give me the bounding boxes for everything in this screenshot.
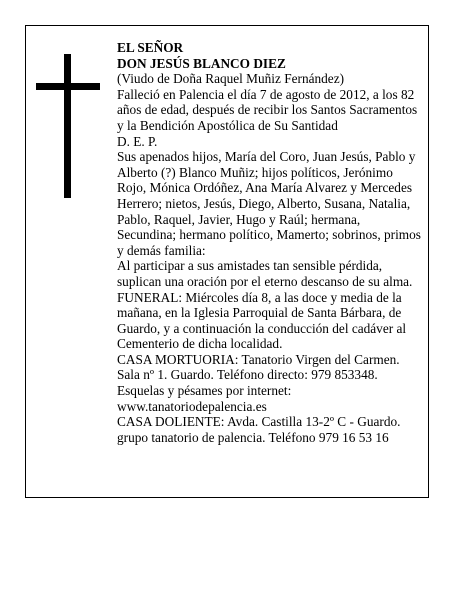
- rip: D. E. P.: [117, 133, 158, 149]
- deceased-name: DON JESÚS BLANCO DIEZ: [117, 55, 286, 71]
- prayer-request: Al participar a sus amistades tan sensible pérdida, suplican una oración por el eterno descanso de su alma.: [117, 258, 413, 289]
- obituary-text: [117, 40, 422, 445]
- casa-mortuoria: CASA MORTUORIA: Tanatorio Virgen del Carmen. Sala nº 1. Guardo. Teléfono directo: 979 853348.: [117, 351, 400, 383]
- death-notice: Falleció en Palencia el día 7 de agosto de 2012, a los 82 años de edad, después de recibir los Santos Sacramentos y la Bendición Apostólica de Su Santidad: [117, 86, 418, 133]
- family-list: Sus apenados hijos, María del Coro, Juan Jesús, Pablo y Alberto (?) Blanco Muñiz; hijos políticos, Jerónimo Rojo, Mónica Ordóñez, Ana María Alvarez y Mercedes Herrero; nietos, Jesús, Diego, Alberto, Susana, Natalia, Pablo, Raquel, Javier, Hugo y Raúl; hermana, Secundina; hermano político, Mamerto; sobrinos, primos y demás familia:: [117, 149, 421, 258]
- funeral-details: FUNERAL: Miércoles día 8, a las doce y media de la mañana, en la Iglesia Parroquial de Santa Bárbara, de Guardo, y a continuación la conducción del cadáver al Cementerio de dicha localidad.: [117, 289, 407, 352]
- cross-vertical-bar: [64, 54, 71, 198]
- esquelas-online: Esquelas y pésames por internet: www.tanatoriodepalencia.es: [117, 383, 292, 414]
- cross-horizontal-bar: [36, 83, 100, 90]
- cross-icon: [36, 54, 100, 198]
- widower-note: (Viudo de Doña Raquel Muñiz Fernández): [117, 71, 345, 87]
- casa-doliente: CASA DOLIENTE: Avda. Castilla 13-2º C - Guardo. grupo tanatorio de palencia. Teléfono 979 16 53 16: [117, 414, 401, 445]
- obituary-title: EL SEÑOR: [117, 40, 184, 55]
